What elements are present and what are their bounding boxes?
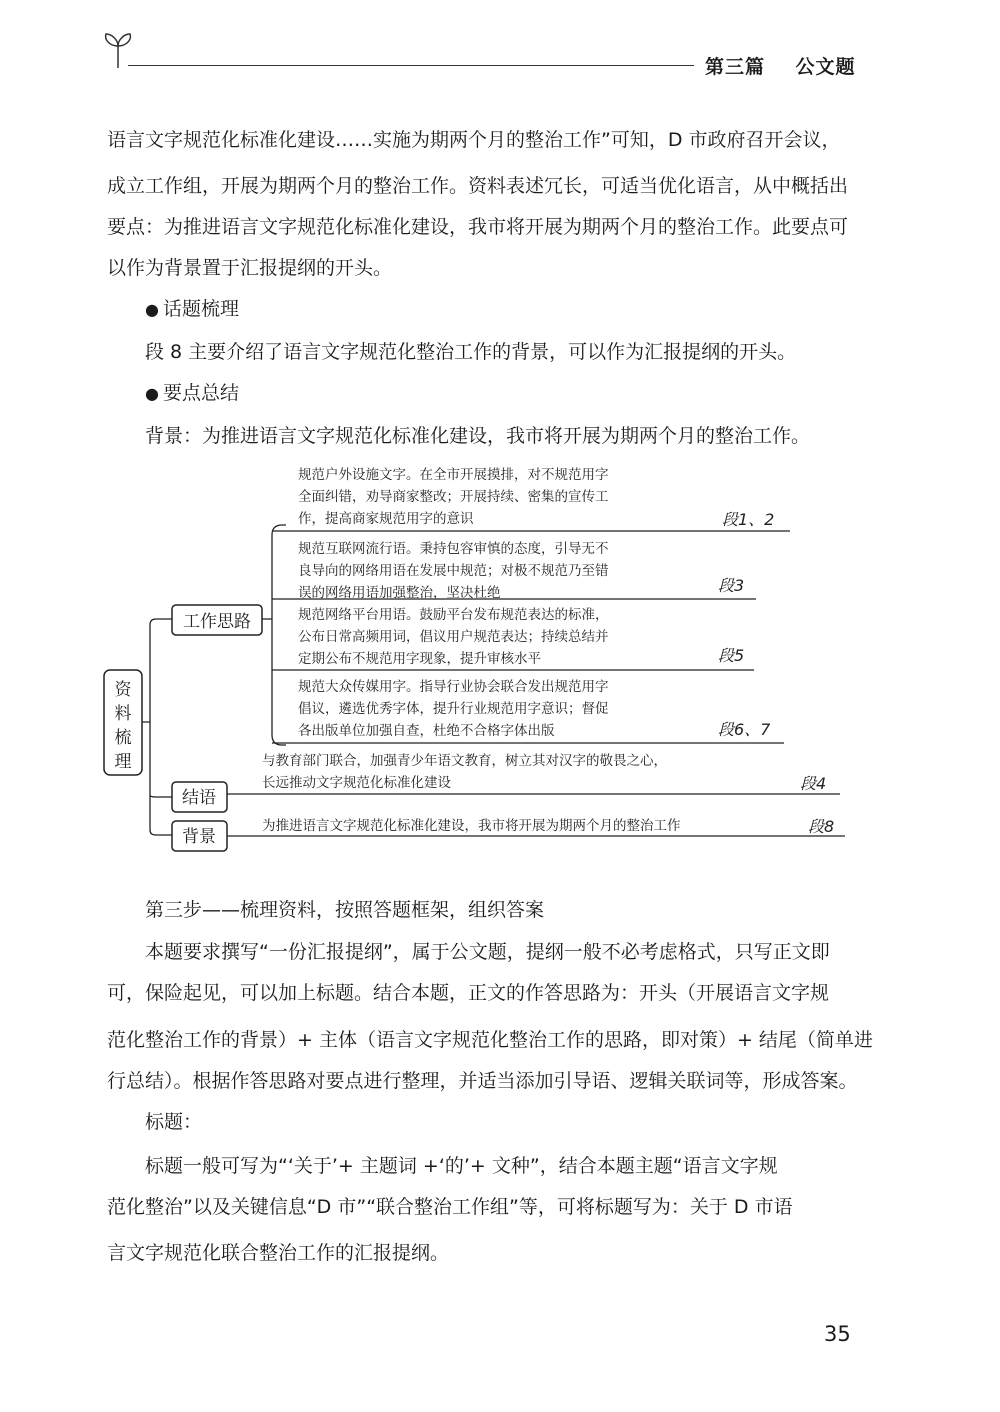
work-item-4-line: 规范大众传媒用字。指导行业协会联合发出规范用字	[298, 679, 609, 695]
work-item-3-line: 公布日常高频用词，倡议用户规范表达；持续总结并	[298, 629, 609, 645]
intro-line-1: 语言文字规范化标准化建设……实施为期两个月的整治工作”可知，D 市政府召开会议，	[107, 129, 841, 151]
intro-line-3: 要点：为推进语言文字规范化标准化建设，我市将开展为期两个月的整治工作。此要点可	[107, 216, 849, 238]
ending-line: 长远推动文字规范化标准化建设	[262, 775, 451, 791]
sprout-icon	[100, 30, 136, 70]
root-char: 理	[114, 752, 132, 772]
step-line-1: 本题要求撰写“一份汇报提纲”，属于公文题，提纲一般不必考虑格式，只写正文即	[145, 941, 830, 963]
work-item-2-line: 良导向的网络用语在发展中规范；对极不规范乃至错	[298, 563, 609, 579]
header-rule	[128, 65, 694, 66]
work-item-4-line: 各出版单位加强自查，杜绝不合格字体出版	[298, 723, 555, 739]
work-item-1-line: 全面纠错，劝导商家整改；开展持续、密集的宣传工	[298, 489, 609, 505]
page-number: 35	[824, 1322, 851, 1346]
header-title	[705, 52, 856, 79]
header-section: 第三篇	[705, 56, 766, 78]
topic-text: 段 8 主要介绍了语言文字规范化整治工作的背景，可以作为汇报提纲的开头。	[145, 341, 797, 363]
work-item-4-ref: 段6、7	[718, 720, 771, 739]
work-item-2-line: 误的网络用语加强整治，坚决杜绝	[298, 585, 501, 601]
work-item-2-line: 规范互联网流行语。秉持包容审慎的态度，引导无不	[298, 541, 609, 557]
step-line-3: 范化整治工作的背景）+ 主体（语言文字规范化整治工作的思路，即对策）+ 结尾（简单进	[107, 1029, 873, 1051]
ending-line: 与教育部门联合，加强青少年语文教育，树立其对汉字的敬畏之心，	[262, 753, 667, 769]
ending-ref: 段4	[800, 774, 827, 793]
root-char: 资	[114, 680, 132, 700]
title-label: 标题：	[145, 1111, 203, 1133]
background-ref: 段8	[808, 817, 835, 836]
title-line-2: 范化整治”以及关键信息“D 市”“联合整治工作组”等，可将标题写为：关于 D 市语	[107, 1196, 793, 1218]
root-char: 料	[114, 704, 132, 724]
work-item-4-line: 倡议，遴选优秀字体，提升行业规范用字意识；督促	[298, 701, 609, 717]
title-line-1: 标题一般可写为“‘关于’+ 主题词 +‘的’+ 文种”，结合本题主题“语言文字规	[145, 1155, 778, 1177]
background-label: 背景	[182, 827, 216, 847]
step-line-4: 行总结）。根据作答思路对要点进行整理，并适当添加引导语、逻辑关联词等，形成答案。	[107, 1070, 858, 1092]
work-item-3-line: 规范网络平台用语。鼓励平台发布规范表达的标准，	[298, 607, 609, 623]
work-label: 工作思路	[183, 612, 251, 632]
bullet-topic: ● 话题梳理	[145, 294, 239, 321]
summary-text: 背景：为推进语言文字规范化标准化建设，我市将开展为期两个月的整治工作。	[145, 425, 811, 447]
work-item-1-line: 规范户外设施文字。在全市开展摸排，对不规范用字	[298, 467, 609, 483]
root-char: 梳	[114, 728, 132, 748]
work-item-1-line: 作，提高商家规范用字的意识	[298, 511, 474, 527]
header-topic: 公文题	[795, 56, 856, 78]
work-item-3-line: 定期公布不规范用字现象，提升审核水平	[298, 651, 541, 667]
work-item-2-ref: 段3	[718, 576, 745, 595]
bullet-summary: ● 要点总结	[145, 378, 239, 405]
intro-line-2: 成立工作组，开展为期两个月的整治工作。资料表述冗长，可适当优化语言，从中概括出	[107, 175, 849, 197]
step-line-2: 可，保险起见，可以加上标题。结合本题，正文的作答思路为：开头（开展语言文字规	[107, 982, 830, 1004]
step-title: 第三步——梳理资料，按照答题框架，组织答案	[145, 899, 545, 921]
ending-label: 结语	[182, 788, 216, 808]
background-line: 为推进语言文字规范化标准化建设，我市将开展为期两个月的整治工作	[262, 818, 681, 834]
mindmap-diagram	[100, 455, 860, 865]
intro-line-4: 以作为背景置于汇报提纲的开头。	[107, 257, 393, 279]
work-item-3-ref: 段5	[718, 646, 745, 665]
work-item-1-ref: 段1、2	[722, 510, 775, 529]
title-line-3: 言文字规范化联合整治工作的汇报提纲。	[107, 1242, 450, 1264]
